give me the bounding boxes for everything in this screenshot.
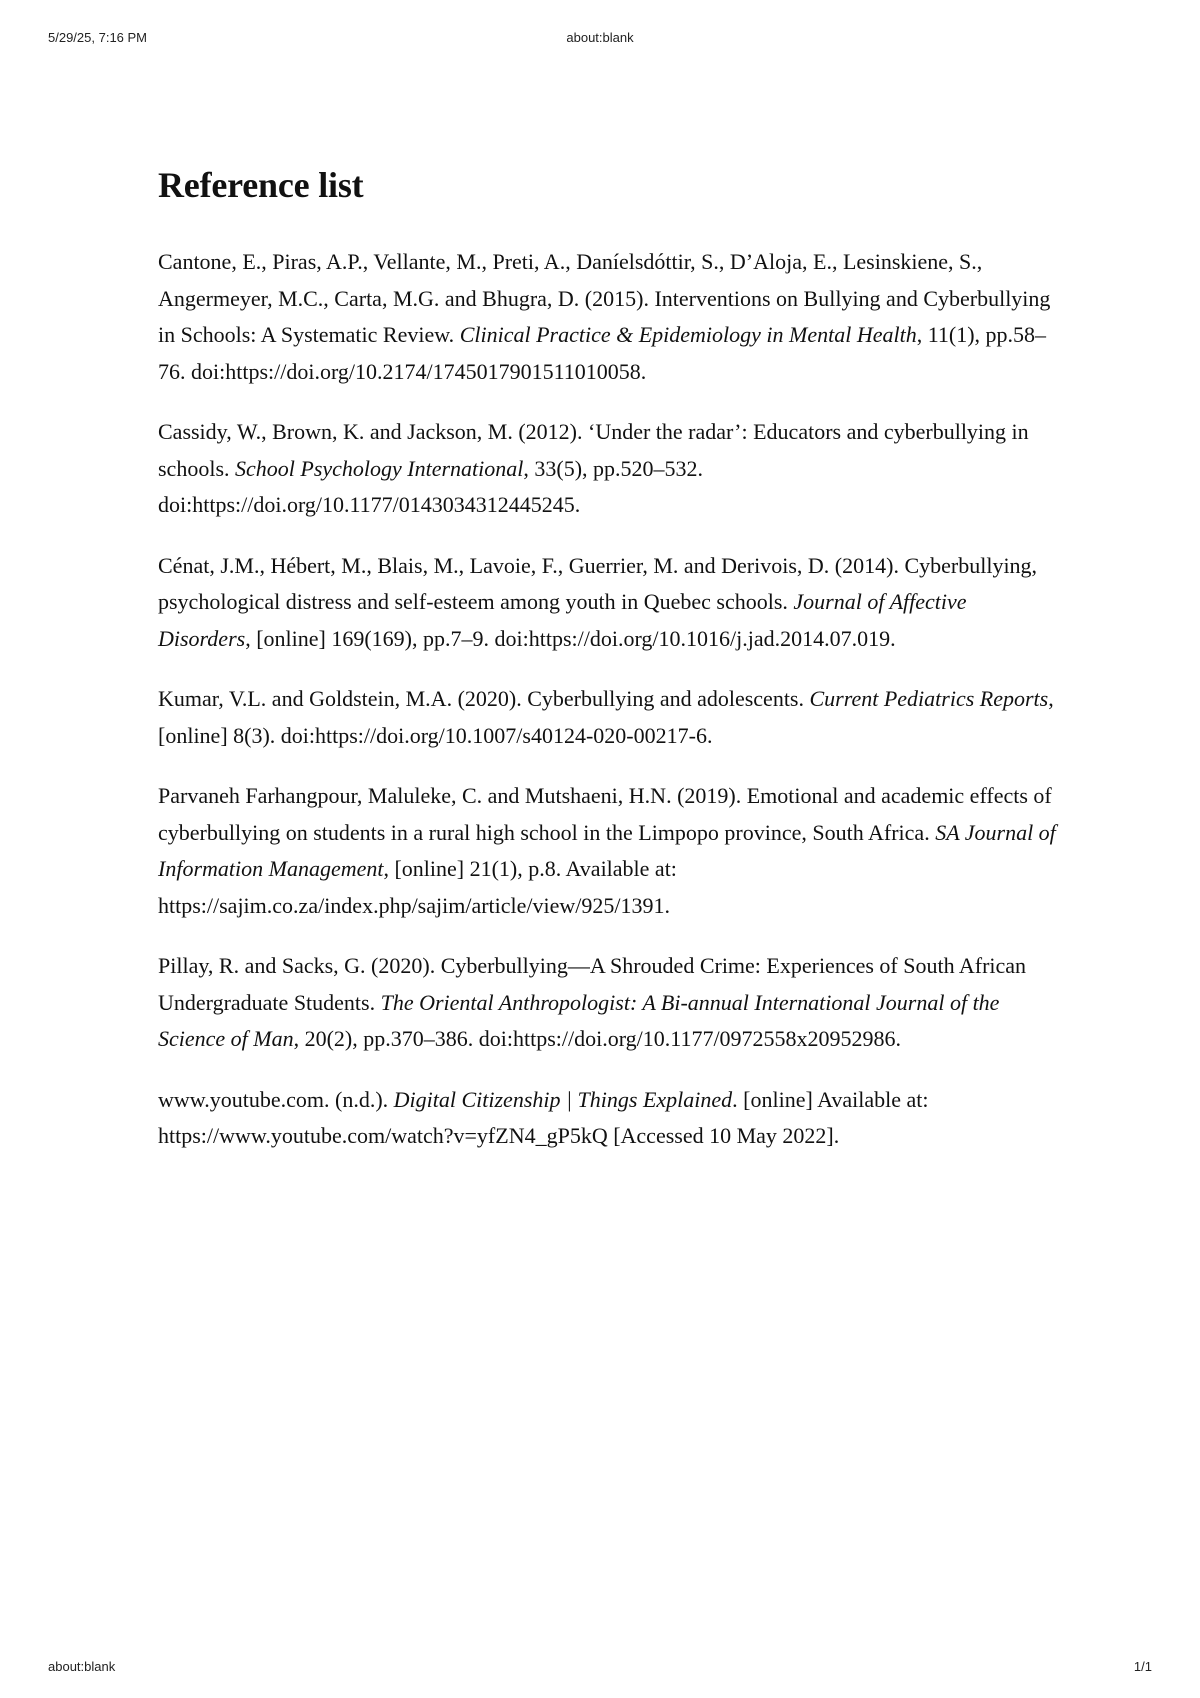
reference-item	[158, 414, 1058, 524]
reference-item	[158, 948, 1058, 1058]
page-title: Reference list	[158, 165, 364, 205]
print-header	[0, 30, 1200, 54]
reference-item	[158, 1082, 1058, 1155]
reference-item	[158, 778, 1058, 924]
reference-text: www.youtube.com. (n.d.).	[158, 1086, 394, 1112]
reference-text: Pillay, R. and Sacks, G. (2020). Cyberbullying—A Shrouded Crime: Experiences of South African Undergraduate Students.	[158, 953, 1027, 1015]
reference-source-title: Clinical Practice & Epidemiology in Mental Health	[459, 322, 917, 347]
print-datetime: 5/29/25, 7:16 PM	[48, 30, 148, 45]
reference-details: , [online] 21(1), p.8. Available at: https://sajim.co.za/index.php/sajim/article/view/925/1391.	[158, 856, 677, 918]
print-page-number: 1/1	[1133, 1659, 1152, 1674]
reference-source-title: SA Journal of Information Management	[158, 819, 1056, 881]
reference-text: Cantone, E., Piras, A.P., Vellante, M., Preti, A., Daníelsdóttir, S., D’Aloja, E., Lesinskiene, S., Angermeyer, M.C., Carta, M.G. and Bhugra, D. (2015). Interventions on Bullying and Cyberbullying in Schools: A Systematic Review.	[158, 249, 1051, 347]
reference-source-title: Journal of Affective Disorders	[158, 589, 967, 651]
reference-text: Cassidy, W., Brown, K. and Jackson, M. (2012). ‘Under the radar’: Educators and cyberbullying in schools.	[158, 419, 1029, 481]
reference-source-title: Current Pediatrics Reports	[809, 686, 1049, 711]
reference-source-title: School Psychology International	[235, 455, 524, 481]
print-footer	[0, 1659, 1200, 1683]
reference-details: , 33(5), pp.520–532. doi:https://doi.org/10.1177/0143034312445245.	[158, 455, 704, 517]
reference-item	[158, 548, 1058, 658]
reference-details: , 20(2), pp.370–386. doi:https://doi.org/10.1177/0972558x20952986.	[293, 1026, 902, 1051]
reference-item	[158, 244, 1058, 390]
reference-details: . [online] Available at: https://www.youtube.com/watch?v=yfZN4_gP5kQ [Accessed 10 May 2022].	[158, 1086, 929, 1148]
reference-item	[158, 681, 1058, 754]
reference-list	[158, 244, 1058, 1155]
reference-text: Cénat, J.M., Hébert, M., Blais, M., Lavoie, F., Guerrier, M. and Derivois, D. (2014). Cyberbullying, psychological distress and self-esteem among youth in Quebec schools.	[158, 552, 1038, 614]
reference-details: , [online] 169(169), pp.7–9. doi:https://doi.org/10.1016/j.jad.2014.07.019.	[245, 625, 896, 651]
print-page-title: about:blank	[566, 30, 634, 45]
print-url: about:blank	[48, 1659, 116, 1674]
document-body	[158, 160, 1058, 1179]
reference-source-title: The Oriental Anthropologist: A Bi-annual International Journal of the Science of Man	[158, 989, 1000, 1051]
reference-details: , 11(1), pp.58–76. doi:https://doi.org/10.2174/1745017901511010058.	[158, 322, 1047, 384]
reference-text: Kumar, V.L. and Goldstein, M.A. (2020). Cyberbullying and adolescents.	[158, 686, 810, 711]
reference-details: , [online] 8(3). doi:https://doi.org/10.1007/s40124-020-00217-6.	[158, 686, 1054, 748]
reference-text: Parvaneh Farhangpour, Maluleke, C. and Mutshaeni, H.N. (2019). Emotional and academic effects of cyberbullying on students in a rural high school in the Limpopo province, South Africa.	[158, 783, 1052, 845]
reference-source-title: Digital Citizenship | Things Explained	[393, 1086, 733, 1112]
